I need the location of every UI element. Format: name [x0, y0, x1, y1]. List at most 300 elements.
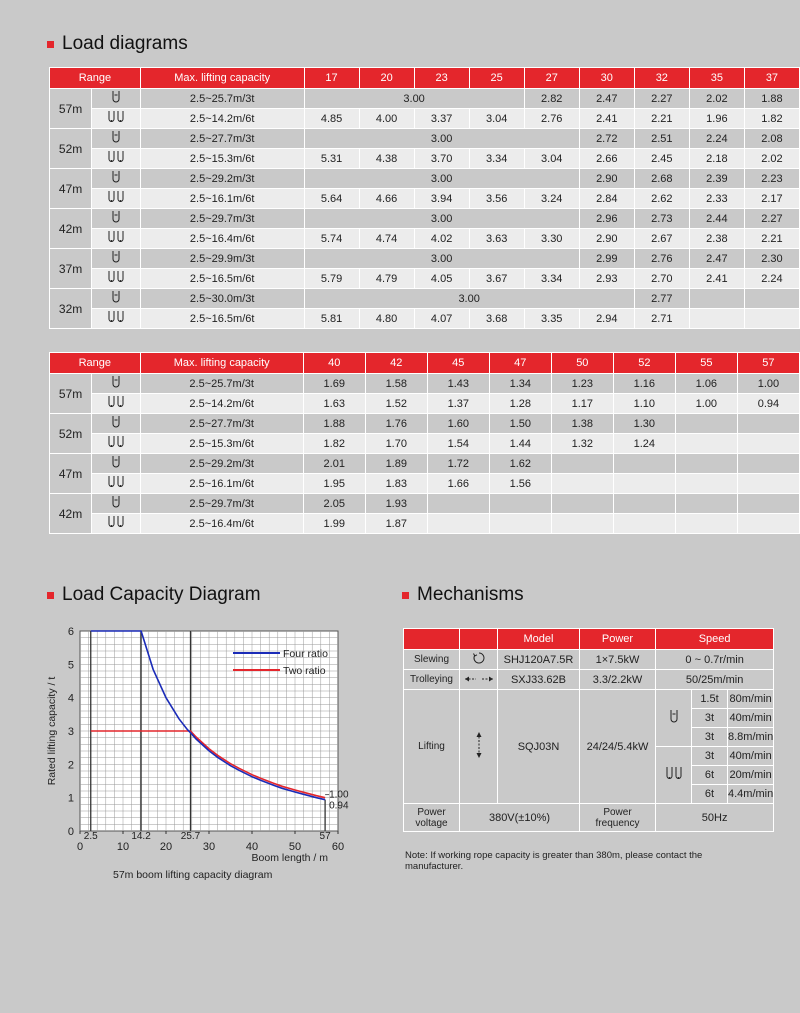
slewing-speed: 0 ~ 0.7r/min	[656, 650, 774, 670]
load-value: 4.74	[359, 229, 414, 249]
load-value: 1.37	[427, 394, 489, 414]
load-value: 2.71	[634, 309, 689, 329]
load-value: 1.69	[303, 374, 365, 394]
load-value: 3.94	[414, 189, 469, 209]
table-row	[50, 309, 800, 329]
capacity-range: 2.5~25.7m/3t	[140, 89, 304, 109]
load-value	[489, 514, 551, 534]
load-value: 1.28	[489, 394, 551, 414]
four-fall-hook-icon	[92, 189, 141, 209]
load-value: 2.99	[579, 249, 634, 269]
load-value	[551, 454, 613, 474]
x-tick-label: 10	[116, 841, 130, 853]
load-value	[613, 514, 675, 534]
capacity-range: 2.5~16.1m/6t	[140, 189, 304, 209]
two-fall-hook-icon	[92, 374, 141, 394]
mech-header-blank	[404, 629, 460, 650]
capacity-range: 2.5~29.2m/3t	[140, 169, 304, 189]
boom-range: 47m	[50, 169, 92, 209]
load-value: 2.73	[634, 209, 689, 229]
load-value: 2.08	[744, 129, 799, 149]
load-value: 2.84	[579, 189, 634, 209]
capacity-range: 2.5~16.5m/6t	[140, 269, 304, 289]
load-value: 4.07	[414, 309, 469, 329]
radius-header: 25	[469, 68, 524, 89]
mechanisms-table	[403, 628, 774, 832]
range-header: Range	[50, 68, 141, 89]
marker-label: 57	[319, 831, 331, 842]
load-value: 5.81	[304, 309, 359, 329]
table-row	[50, 414, 800, 434]
load-value: 1.00	[737, 374, 799, 394]
four-fall-hook-icon	[92, 269, 141, 289]
load-value: 2.21	[744, 229, 799, 249]
table-row	[50, 89, 800, 109]
table-row	[50, 494, 800, 514]
load-value: 5.64	[304, 189, 359, 209]
load-value: 3.04	[524, 149, 579, 169]
marker-label: 14.2	[131, 831, 151, 842]
load-value: 1.50	[489, 414, 551, 434]
load-value: 1.44	[489, 434, 551, 454]
load-value: 2.39	[689, 169, 744, 189]
y-tick-label: 4	[67, 692, 74, 705]
capacity-range: 2.5~14.2m/6t	[140, 109, 304, 129]
load-value	[613, 454, 675, 474]
load-value: 1.76	[365, 414, 427, 434]
load-value: 4.85	[304, 109, 359, 129]
capacity-range: 2.5~25.7m/3t	[140, 374, 303, 394]
lifting-load: 6t	[692, 785, 728, 804]
end-label: 1.00	[329, 789, 349, 801]
load-value: 3.00	[304, 129, 579, 149]
radius-header: 57	[737, 353, 799, 374]
boom-range: 52m	[50, 129, 92, 169]
load-value: 1.88	[744, 89, 799, 109]
load-value: 2.41	[579, 109, 634, 129]
capacity-range: 2.5~16.5m/6t	[140, 309, 304, 329]
x-tick-label: 50	[288, 841, 302, 853]
load-value: 3.68	[469, 309, 524, 329]
load-value: 2.18	[689, 149, 744, 169]
capacity-range: 2.5~27.7m/3t	[140, 129, 304, 149]
load-value: 1.63	[303, 394, 365, 414]
load-value: 2.72	[579, 129, 634, 149]
end-label: 0.94	[329, 800, 349, 812]
load-value: 1.70	[365, 434, 427, 454]
red-square-icon	[402, 592, 409, 599]
four-fall-hook-icon	[92, 514, 141, 534]
capacity-range: 2.5~16.4m/6t	[140, 229, 304, 249]
load-value: 2.93	[579, 269, 634, 289]
load-value: 2.90	[579, 169, 634, 189]
load-value: 2.76	[634, 249, 689, 269]
four-fall-hook-icon	[92, 434, 141, 454]
two-fall-hook-icon	[656, 690, 692, 747]
table-row	[50, 229, 800, 249]
load-value	[689, 289, 744, 309]
load-value	[675, 494, 737, 514]
power-frequency-label: Power frequency	[580, 804, 656, 832]
capacity-range: 2.5~29.7m/3t	[140, 209, 304, 229]
two-fall-hook-icon	[92, 289, 141, 309]
table-row	[50, 394, 800, 414]
lifting-label: Lifting	[404, 690, 460, 804]
radius-header: 40	[303, 353, 365, 374]
load-value: 1.99	[303, 514, 365, 534]
capacity-range: 2.5~29.9m/3t	[140, 249, 304, 269]
max-capacity-header: Max. lifting capacity	[140, 68, 304, 89]
load-value	[551, 474, 613, 494]
load-value: 1.88	[303, 414, 365, 434]
load-value: 1.30	[613, 414, 675, 434]
boom-range: 42m	[50, 209, 92, 249]
mech-header-model: Model	[498, 629, 580, 650]
y-axis-label: Rated lifting capacity / t	[46, 676, 58, 786]
load-value: 5.31	[304, 149, 359, 169]
four-fall-hook-icon	[92, 149, 141, 169]
table-row	[50, 514, 800, 534]
load-value: 3.00	[304, 89, 524, 109]
mechanisms-title-text: Mechanisms	[417, 584, 524, 605]
load-value: 1.17	[551, 394, 613, 414]
lifting-icon	[460, 690, 498, 804]
load-value: 2.24	[689, 129, 744, 149]
four-fall-hook-icon	[92, 474, 141, 494]
load-value: 2.01	[303, 454, 365, 474]
capacity-range: 2.5~16.4m/6t	[140, 514, 303, 534]
two-fall-hook-icon	[92, 169, 141, 189]
load-value: 1.06	[675, 374, 737, 394]
load-value: 1.58	[365, 374, 427, 394]
power-frequency-value: 50Hz	[656, 804, 774, 832]
load-value: 2.21	[634, 109, 689, 129]
load-value: 1.72	[427, 454, 489, 474]
lifting-speed: 40m/min	[728, 747, 774, 766]
table-row	[50, 169, 800, 189]
table-row	[50, 269, 800, 289]
x-axis-label: Boom length / m	[251, 852, 328, 864]
load-value	[489, 494, 551, 514]
load-value: 1.34	[489, 374, 551, 394]
radius-header: 35	[689, 68, 744, 89]
load-value: 1.54	[427, 434, 489, 454]
load-value	[613, 494, 675, 514]
radius-header: 52	[613, 353, 675, 374]
load-value	[744, 309, 799, 329]
load-value: 2.51	[634, 129, 689, 149]
lifting-speed: 4.4m/min	[728, 785, 774, 804]
capacity-range: 2.5~27.7m/3t	[140, 414, 303, 434]
load-value: 2.66	[579, 149, 634, 169]
load-value: 2.90	[579, 229, 634, 249]
load-value	[744, 289, 799, 309]
x-tick-label: 30	[202, 841, 216, 853]
table-row	[50, 454, 800, 474]
load-value: 3.70	[414, 149, 469, 169]
lifting-load: 3t	[692, 709, 728, 728]
four-fall-hook-icon	[92, 109, 141, 129]
two-fall-hook-icon	[92, 494, 141, 514]
trolleying-power: 3.3/2.2kW	[580, 670, 656, 690]
radius-header: 45	[427, 353, 489, 374]
load-value: 3.63	[469, 229, 524, 249]
load-value	[675, 434, 737, 454]
load-value: 2.77	[634, 289, 689, 309]
load-value	[689, 309, 744, 329]
table-row	[50, 149, 800, 169]
radius-header: 47	[489, 353, 551, 374]
y-tick-label: 6	[67, 626, 74, 638]
load-table-2	[49, 352, 800, 534]
load-value: 2.38	[689, 229, 744, 249]
two-fall-hook-icon	[92, 249, 141, 269]
load-value: 3.00	[304, 169, 579, 189]
load-value: 3.30	[524, 229, 579, 249]
table-row	[50, 209, 800, 229]
load-value: 1.62	[489, 454, 551, 474]
load-value	[737, 454, 799, 474]
load-value: 1.00	[675, 394, 737, 414]
load-value: 3.37	[414, 109, 469, 129]
lifting-speed: 20m/min	[728, 766, 774, 785]
capacity-range: 2.5~15.3m/6t	[140, 149, 304, 169]
load-capacity-title	[47, 584, 261, 606]
boom-range: 52m	[50, 414, 92, 454]
load-value: 1.93	[365, 494, 427, 514]
radius-header: 42	[365, 353, 427, 374]
load-value	[427, 514, 489, 534]
radius-header: 23	[414, 68, 469, 89]
load-value: 1.56	[489, 474, 551, 494]
load-value: 2.27	[634, 89, 689, 109]
load-value: 1.32	[551, 434, 613, 454]
capacity-range: 2.5~14.2m/6t	[140, 394, 303, 414]
load-value: 1.38	[551, 414, 613, 434]
x-tick-label: 20	[159, 841, 173, 853]
load-value: 1.83	[365, 474, 427, 494]
table-row	[50, 189, 800, 209]
load-value	[427, 494, 489, 514]
x-tick-label: 60	[331, 841, 345, 853]
lifting-load: 3t	[692, 728, 728, 747]
load-value: 4.38	[359, 149, 414, 169]
slewing-icon	[460, 650, 498, 670]
load-value: 1.10	[613, 394, 675, 414]
slewing-label: Slewing	[404, 650, 460, 670]
marker-label: 2.5	[83, 831, 98, 842]
max-capacity-header: Max. lifting capacity	[140, 353, 303, 374]
table-row	[50, 289, 800, 309]
load-value: 4.02	[414, 229, 469, 249]
radius-header: 50	[551, 353, 613, 374]
load-diagrams-title	[47, 33, 188, 55]
table-row	[50, 129, 800, 149]
load-value: 1.24	[613, 434, 675, 454]
load-value	[675, 514, 737, 534]
y-tick-label: 0	[67, 826, 74, 838]
load-value: 2.70	[634, 269, 689, 289]
four-fall-hook-icon	[92, 309, 141, 329]
load-value: 2.67	[634, 229, 689, 249]
y-tick-label: 1	[67, 792, 74, 805]
load-value: 3.00	[304, 249, 579, 269]
load-value: 2.24	[744, 269, 799, 289]
load-value	[675, 414, 737, 434]
load-capacity-title-text: Load Capacity Diagram	[62, 584, 261, 605]
radius-header: 17	[304, 68, 359, 89]
two-fall-hook-icon	[92, 129, 141, 149]
load-value: 1.52	[365, 394, 427, 414]
load-value: 2.62	[634, 189, 689, 209]
boom-range: 57m	[50, 374, 92, 414]
load-value: 0.94	[737, 394, 799, 414]
load-value: 1.89	[365, 454, 427, 474]
slewing-model: SHJ120A7.5R	[498, 650, 580, 670]
load-value: 2.33	[689, 189, 744, 209]
load-value: 1.23	[551, 374, 613, 394]
power-voltage-label: Power voltage	[404, 804, 460, 832]
table-row	[50, 474, 800, 494]
load-value: 2.30	[744, 249, 799, 269]
load-value: 2.23	[744, 169, 799, 189]
lifting-speed: 80m/min	[728, 690, 774, 709]
mech-header-power: Power	[580, 629, 656, 650]
load-value: 3.00	[304, 289, 634, 309]
table-row	[50, 249, 800, 269]
boom-range: 42m	[50, 494, 92, 534]
trolleying-speed: 50/25m/min	[656, 670, 774, 690]
load-value	[737, 474, 799, 494]
load-value: 3.34	[469, 149, 524, 169]
y-tick-label: 2	[67, 759, 74, 772]
load-value: 3.35	[524, 309, 579, 329]
load-capacity-chart	[40, 618, 430, 868]
load-value: 2.68	[634, 169, 689, 189]
trolleying-label: Trolleying	[404, 670, 460, 690]
lifting-load: 1.5t	[692, 690, 728, 709]
load-value: 2.17	[744, 189, 799, 209]
table-row	[50, 374, 800, 394]
load-value: 3.04	[469, 109, 524, 129]
two-fall-hook-icon	[92, 89, 141, 109]
load-value: 1.43	[427, 374, 489, 394]
load-value	[675, 454, 737, 474]
radius-header: 55	[675, 353, 737, 374]
load-diagrams-title-text: Load diagrams	[62, 33, 188, 54]
load-value: 5.74	[304, 229, 359, 249]
load-value: 2.44	[689, 209, 744, 229]
load-value: 1.66	[427, 474, 489, 494]
load-value: 4.05	[414, 269, 469, 289]
radius-header: 37	[744, 68, 799, 89]
lifting-speed: 8.8m/min	[728, 728, 774, 747]
trolleying-icon	[460, 670, 498, 690]
load-value	[551, 514, 613, 534]
boom-range: 47m	[50, 454, 92, 494]
load-value: 1.95	[303, 474, 365, 494]
load-value: 2.02	[744, 149, 799, 169]
load-value: 2.02	[689, 89, 744, 109]
mechanisms-title	[402, 584, 524, 606]
load-value: 1.82	[744, 109, 799, 129]
load-value: 1.87	[365, 514, 427, 534]
load-value: 4.66	[359, 189, 414, 209]
boom-range: 32m	[50, 289, 92, 329]
load-table-1	[49, 67, 800, 329]
y-tick-label: 5	[67, 659, 74, 672]
capacity-range: 2.5~15.3m/6t	[140, 434, 303, 454]
load-value: 2.47	[689, 249, 744, 269]
load-value: 2.41	[689, 269, 744, 289]
load-value	[737, 434, 799, 454]
capacity-range: 2.5~29.7m/3t	[140, 494, 303, 514]
load-value	[613, 474, 675, 494]
two-fall-hook-icon	[92, 454, 141, 474]
capacity-range: 2.5~16.1m/6t	[140, 474, 303, 494]
load-value: 1.96	[689, 109, 744, 129]
load-value: 3.67	[469, 269, 524, 289]
two-fall-hook-icon	[92, 414, 141, 434]
load-value: 3.56	[469, 189, 524, 209]
four-fall-hook-icon	[92, 394, 141, 414]
load-value	[737, 514, 799, 534]
trolleying-model: SXJ33.62B	[498, 670, 580, 690]
boom-range: 37m	[50, 249, 92, 289]
lifting-load: 3t	[692, 747, 728, 766]
range-header: Range	[50, 353, 141, 374]
legend-label: Four ratio	[283, 648, 328, 660]
y-tick-label: 3	[67, 726, 74, 738]
load-value: 3.00	[304, 209, 579, 229]
x-tick-label: 40	[245, 841, 259, 853]
power-voltage-value: 380V(±10%)	[460, 804, 580, 832]
load-value: 4.80	[359, 309, 414, 329]
radius-header: 27	[524, 68, 579, 89]
table-row	[50, 109, 800, 129]
load-value: 2.47	[579, 89, 634, 109]
red-square-icon	[47, 41, 54, 48]
load-value	[675, 474, 737, 494]
load-value: 2.94	[579, 309, 634, 329]
load-value	[551, 494, 613, 514]
load-value: 2.76	[524, 109, 579, 129]
radius-header: 20	[359, 68, 414, 89]
slewing-power: 1×7.5kW	[580, 650, 656, 670]
load-value: 1.82	[303, 434, 365, 454]
legend-label: Two ratio	[283, 665, 326, 677]
mech-header-blank	[460, 629, 498, 650]
load-value: 2.82	[524, 89, 579, 109]
load-value: 5.79	[304, 269, 359, 289]
capacity-range: 2.5~30.0m/3t	[140, 289, 304, 309]
load-value: 3.24	[524, 189, 579, 209]
x-tick-label: 0	[76, 841, 84, 853]
lifting-power: 24/24/5.4kW	[580, 690, 656, 804]
load-value: 2.05	[303, 494, 365, 514]
lifting-load: 6t	[692, 766, 728, 785]
load-value	[737, 494, 799, 514]
load-value: 1.60	[427, 414, 489, 434]
radius-header: 30	[579, 68, 634, 89]
two-fall-hook-icon	[92, 209, 141, 229]
load-value: 2.45	[634, 149, 689, 169]
red-square-icon	[47, 592, 54, 599]
lifting-model: SQJ03N	[498, 690, 580, 804]
load-value: 3.34	[524, 269, 579, 289]
load-value	[737, 414, 799, 434]
radius-header: 32	[634, 68, 689, 89]
